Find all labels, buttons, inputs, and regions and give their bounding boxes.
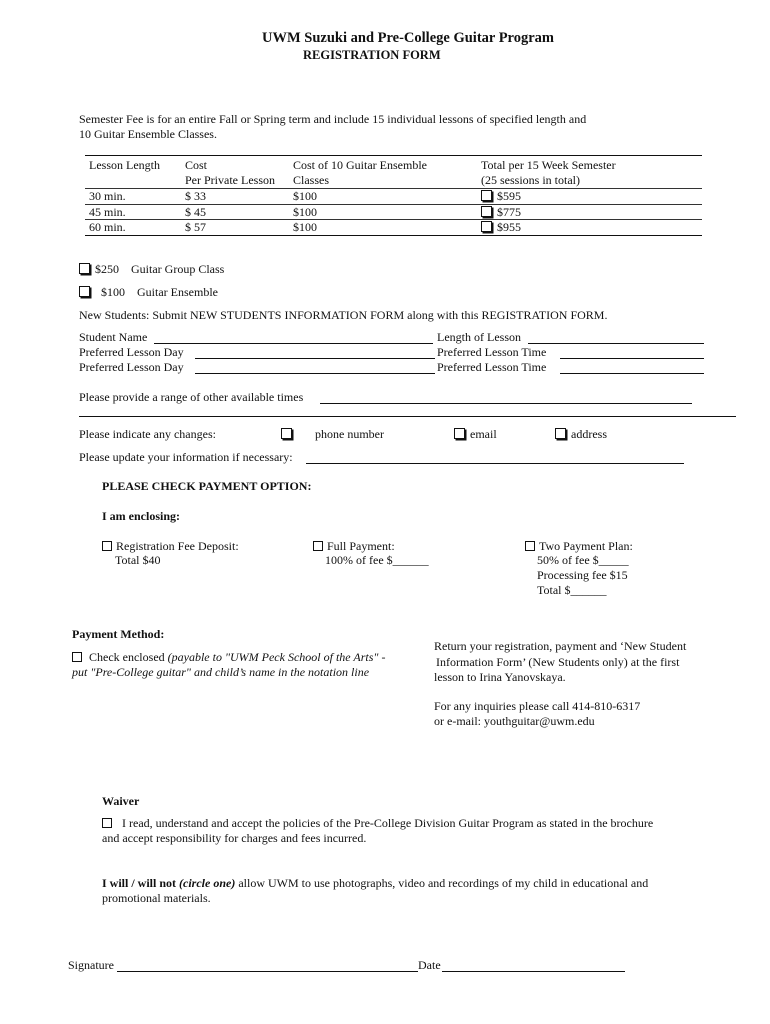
page-title: UWM Suzuki and Pre-College Guitar Program [262,30,554,46]
ensemble-label: Guitar Ensemble [137,285,218,299]
change-phone [281,427,384,442]
col-total-sub: (25 sessions in total) [481,172,580,187]
changes-label: Please indicate any changes: [79,427,216,441]
row-cost: $ 57 [181,220,289,236]
pref-day-1-label: Preferred Lesson Day [79,345,184,359]
length-of-lesson-label: Length of Lesson [437,330,521,344]
option-ensemble [79,285,218,300]
update-info-label: Please update your information if necessary: [79,450,293,464]
checkbox-phone[interactable] [281,428,292,439]
table-row [85,189,702,205]
pref-day-2-label: Preferred Lesson Day [79,360,184,374]
row-length: 60 min. [85,220,181,236]
two-payment-label: Two Payment Plan: [539,539,633,553]
row-ensemble: $100 [289,220,477,236]
signature-label: Signature [68,958,114,972]
col-cost: Cost [185,158,208,172]
deposit-total: Total $40 [115,553,161,567]
row-ensemble: $100 [289,189,477,205]
length-of-lesson-field[interactable] [528,343,704,344]
row-length: 45 min. [85,204,181,220]
pref-time-2-field[interactable] [560,373,704,374]
update-info-field[interactable] [306,463,684,464]
payment-option-heading: PLEASE CHECK PAYMENT OPTION: [102,479,312,493]
full-payment-label: Full Payment: [327,539,395,553]
return-line-2: Information Form’ (New Students only) at the first [436,655,680,669]
available-times-label: Please provide a range of other available times [79,390,304,404]
col-ensemble: Cost of 10 Guitar Ensemble [293,158,427,172]
consent-line-1 [102,876,648,891]
waiver-text: I read, understand and accept the policies of the Pre-College Division Guitar Program as stated in the brochure [122,816,654,830]
check-enclosed-label: Check enclosed [89,650,165,664]
fee-table-header [85,156,702,189]
col-ensemble-sub: Classes [293,172,329,187]
two-payment-line-3: Total $______ [537,583,607,597]
new-students-note: New Students: Submit NEW STUDENTS INFORMATION FORM along with this REGISTRATION FORM. [79,308,608,322]
intro-line-1: Semester Fee is for an entire Fall or Spring term and include 15 individual lessons of specified length and [79,112,587,126]
consent-choice[interactable]: I will / will not [102,876,177,890]
table-row [85,204,702,220]
row-total: $595 [497,189,521,203]
option-full-payment [313,539,395,554]
email-label: email [470,427,497,441]
change-email [454,427,497,442]
payable-line-2: put "Pre-College guitar" and child’s name in the notation line [72,665,370,679]
row-cost: $ 45 [181,204,289,220]
checkbox-group-class[interactable] [79,263,90,274]
group-class-price: $250 [95,262,119,276]
section-divider [79,416,736,417]
checkbox-two-payment[interactable] [525,541,535,551]
table-row [85,220,702,236]
col-total: Total per 15 Week Semester [481,158,616,172]
checkbox-ensemble[interactable] [79,286,90,297]
consent-text: allow UWM to use photographs, video and recordings of my child in educational and [235,876,649,890]
row-length: 30 min. [85,189,181,205]
pref-time-1-field[interactable] [560,358,704,359]
checkbox-waiver[interactable] [102,818,112,828]
checkbox-total-595[interactable] [481,190,492,201]
fee-table [85,155,702,236]
pref-day-2-field[interactable] [195,373,435,374]
change-address [555,427,607,442]
col-lesson-length: Lesson Length [89,158,160,172]
full-payment-detail: 100% of fee $______ [325,553,429,567]
signature-field[interactable] [117,971,418,972]
consent-line-2: promotional materials. [102,891,211,905]
two-payment-line-1: 50% of fee $_____ [537,553,629,567]
return-line-3: lesson to Irina Yanovskaya. [434,670,566,684]
date-field[interactable] [442,971,625,972]
pref-day-1-field[interactable] [195,358,435,359]
intro-line-2: 10 Guitar Ensemble Classes. [79,127,217,141]
row-total: $775 [497,204,521,219]
option-two-payment [525,539,633,554]
option-deposit [102,539,239,554]
ensemble-price: $100 [101,285,125,299]
checkbox-total-775[interactable] [481,206,492,217]
return-line-1: Return your registration, payment and ‘New Student [434,639,687,653]
student-name-label: Student Name [79,330,148,344]
row-total: $955 [497,220,521,234]
checkbox-check-enclosed[interactable] [72,652,82,662]
phone-label: phone number [315,427,384,441]
col-cost-sub: Per Private Lesson [185,172,275,187]
two-payment-line-2: Processing fee $15 [537,568,628,582]
pref-time-2-label: Preferred Lesson Time [437,360,547,374]
address-label: address [571,427,607,441]
option-group-class [79,262,224,277]
checkbox-deposit[interactable] [102,541,112,551]
available-times-field[interactable] [320,403,692,404]
consent-circle-note: (circle one) [179,876,236,890]
page-subtitle: REGISTRATION FORM [303,48,441,62]
waiver-line-2: and accept responsibility for charges and fees incurred. [102,831,367,845]
row-cost: $ 33 [181,189,289,205]
deposit-label: Registration Fee Deposit: [116,539,239,553]
waiver-line-1 [102,816,653,831]
waiver-heading: Waiver [102,794,140,808]
payable-line-1: (payable to "UWM Peck School of the Arts" - [167,650,386,664]
row-ensemble: $100 [289,204,477,220]
checkbox-total-955[interactable] [481,221,492,232]
checkbox-full-payment[interactable] [313,541,323,551]
checkbox-address[interactable] [555,428,566,439]
enclosing-label: I am enclosing: [102,509,180,523]
date-label: Date [418,958,441,972]
pref-time-1-label: Preferred Lesson Time [437,345,547,359]
inquiry-line-1: For any inquiries please call 414-810-6317 [434,699,641,713]
student-name-field[interactable] [154,343,433,344]
checkbox-email[interactable] [454,428,465,439]
payment-method-heading: Payment Method: [72,627,165,641]
check-enclosed-option [72,650,385,665]
inquiry-line-2: or e-mail: youthguitar@uwm.edu [434,714,595,728]
group-class-label: Guitar Group Class [131,262,225,276]
